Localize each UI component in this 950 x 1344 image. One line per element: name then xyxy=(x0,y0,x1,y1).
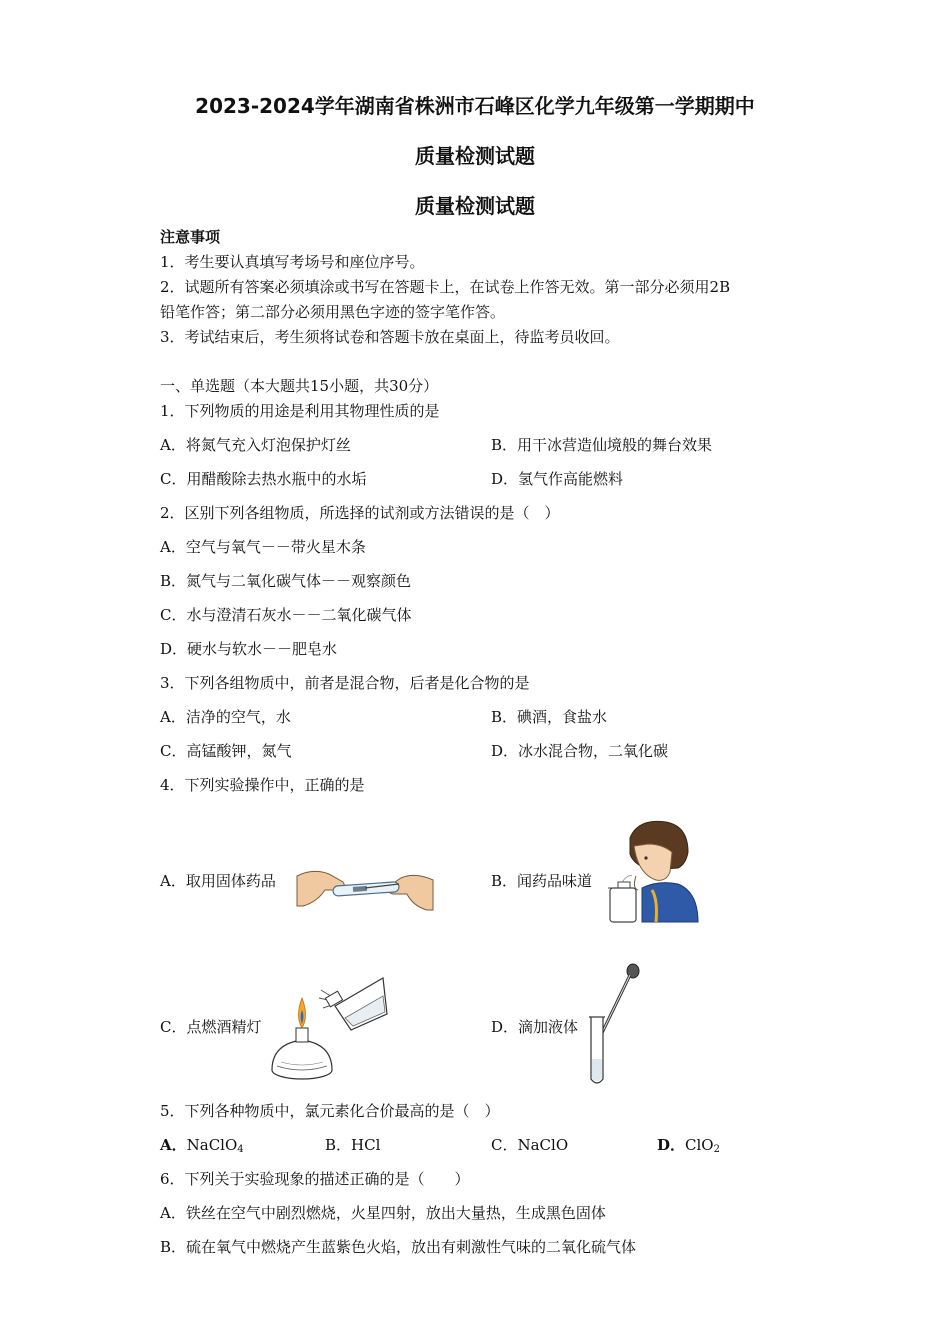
option-d xyxy=(657,1135,720,1160)
option-c: C．水与澄清石灰水－－二氧化碳气体 xyxy=(160,606,412,624)
option-a: A．洁净的空气，水 xyxy=(160,708,291,726)
option-b: B．碘酒，食盐水 xyxy=(491,708,608,726)
figure-light-alcohol-lamp xyxy=(265,970,390,1085)
option-a: A．铁丝在空气中剧烈燃烧，火星四射，放出大量热，生成黑色固体 xyxy=(160,1204,606,1222)
notice-item: 3．考试结束后，考生须将试卷和答题卡放在桌面上，待监考员收回。 xyxy=(160,328,620,346)
option-a: A．取用固体药品 xyxy=(160,872,276,890)
question-stem: 2．区别下列各组物质，所选择的试剂或方法错误的是（ ） xyxy=(160,504,560,522)
option-d: D．滴加液体 xyxy=(491,1018,579,1036)
formula-subscript: 2 xyxy=(713,1144,720,1155)
section-heading: 一、单选题（本大题共15小题，共30分） xyxy=(160,377,439,395)
option-b: B．氮气与二氧化碳气体－－观察颜色 xyxy=(160,572,412,590)
figure-smell-reagent xyxy=(608,818,700,923)
option-b: B．HCl xyxy=(325,1136,381,1154)
question-stem: 3．下列各组物质中，前者是混合物，后者是化合物的是 xyxy=(160,674,530,692)
formula-subscript: 4 xyxy=(237,1144,244,1155)
option-a xyxy=(160,1135,244,1160)
option-a-label: A． xyxy=(160,1136,187,1154)
option-c: C．高锰酸钾，氮气 xyxy=(160,742,292,760)
question-stem: 1．下列物质的用途是利用其物理性质的是 xyxy=(160,402,440,420)
option-b: B．闻药品味道 xyxy=(491,872,593,890)
notice-heading: 注意事项 xyxy=(160,228,221,246)
notice-item: 1．考生要认真填写考场号和座位序号。 xyxy=(160,253,425,271)
figure-drop-liquid xyxy=(585,963,645,1088)
option-c: C．用醋酸除去热水瓶中的水垢 xyxy=(160,470,367,488)
formula-main: ClO xyxy=(685,1136,714,1154)
page-subtitle: 质量检测试题 xyxy=(415,144,535,168)
page-title: 2023-2024学年湖南省株洲市石峰区化学九年级第一学期期中 xyxy=(195,94,755,118)
option-b: B．用干冰营造仙境般的舞台效果 xyxy=(491,436,713,454)
notice-item: 2．试题所有答案必须填涂或书写在答题卡上，在试卷上作答无效。第一部分必须用2B xyxy=(160,278,731,296)
option-d-label: D． xyxy=(657,1136,686,1154)
question-stem: 5．下列各种物质中，氯元素化合价最高的是（ ） xyxy=(160,1102,500,1120)
option-d: D．硬水与软水－－肥皂水 xyxy=(160,640,338,658)
option-c: C．点燃酒精灯 xyxy=(160,1018,262,1036)
formula-main: NaClO xyxy=(186,1136,238,1154)
question-stem: 4．下列实验操作中，正确的是 xyxy=(160,776,365,794)
figure-take-solid-reagent xyxy=(295,862,435,920)
option-d: D．冰水混合物，二氧化碳 xyxy=(491,742,669,760)
page-subtitle-repeat: 质量检测试题 xyxy=(415,194,535,218)
notice-item: 铅笔作答；第二部分必须用黑色字迹的签字笔作答。 xyxy=(160,303,506,321)
option-a: A．将氮气充入灯泡保护灯丝 xyxy=(160,436,351,454)
option-d: D．氢气作高能燃料 xyxy=(491,470,624,488)
option-c: C．NaClO xyxy=(491,1136,569,1154)
option-b: B．硫在氧气中燃烧产生蓝紫色火焰，放出有刺激性气味的二氧化硫气体 xyxy=(160,1238,637,1256)
question-stem: 6．下列关于实验现象的描述正确的是（ ） xyxy=(160,1170,470,1188)
option-a: A．空气与氧气－－带火星木条 xyxy=(160,538,366,556)
